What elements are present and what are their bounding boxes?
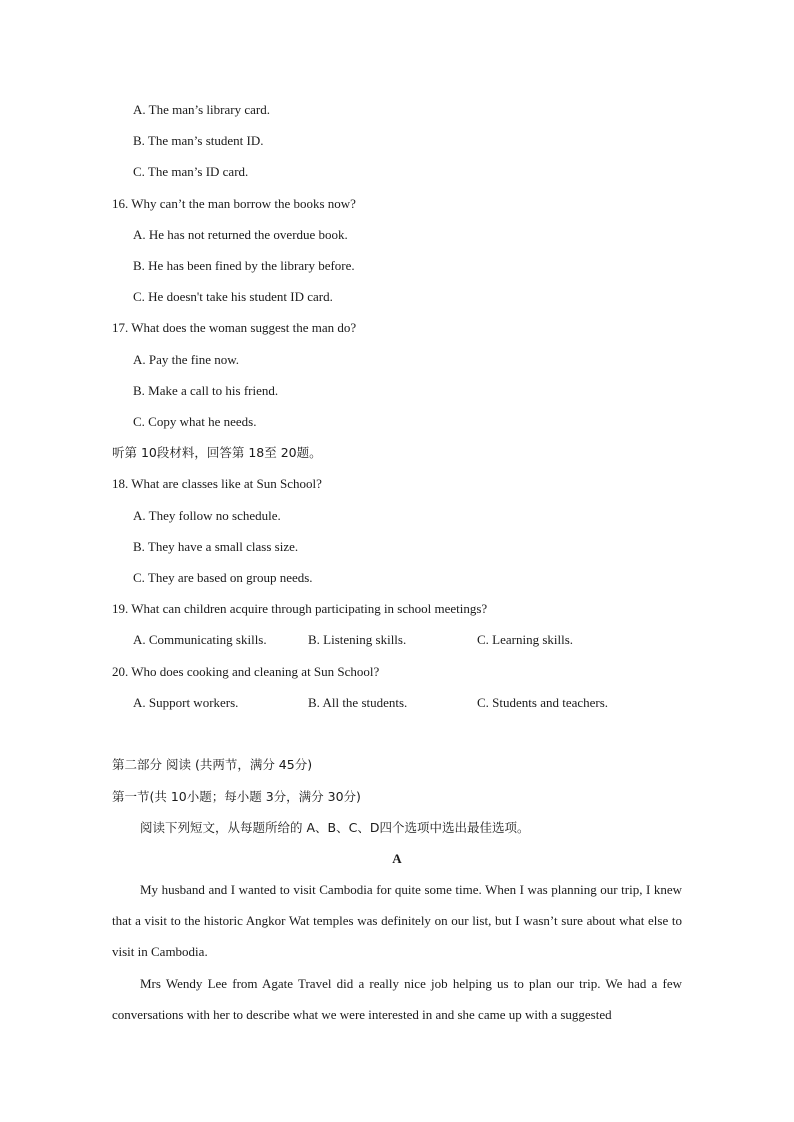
question-19-text: 19. What can children acquire through participating in school meetings?: [112, 601, 488, 616]
passage-label: A: [392, 851, 402, 866]
question-17-text: 17. What does the woman suggest the man do?: [112, 320, 357, 335]
q20-option-b: B. All the students.: [308, 695, 408, 710]
question-18-text: 18. What are classes like at Sun School?: [112, 476, 322, 491]
q18-option-a: A. They follow no schedule.: [133, 508, 281, 523]
q16-option-a: A. He has not returned the overdue book.: [133, 227, 348, 242]
q19-option-a: A. Communicating skills.: [133, 632, 267, 647]
q17-option-c: C. Copy what he needs.: [133, 414, 257, 429]
passage-paragraph-1: [112, 874, 682, 967]
section-one-title: 第一节(共 10小题；每小题 3分，满分 30分): [112, 789, 361, 804]
question-20-text: 20. Who does cooking and cleaning at Sun School?: [112, 664, 380, 679]
q19-option-b: B. Listening skills.: [308, 632, 407, 647]
passage-paragraph-1-text: My husband and I wanted to visit Cambodia for quite some time. When I was planning our trip, I knew that a visit to the historic Angkor Wat temples was definitely on our list, but I wasn’t sure about what else to visit in Cambodia.: [112, 882, 682, 959]
passage-paragraph-2: [112, 968, 682, 1030]
q18-option-c: C. They are based on group needs.: [133, 570, 313, 585]
q20-option-a: A. Support workers.: [133, 695, 239, 710]
part-two-title: 第二部分 阅读 (共两节，满分 45分): [112, 757, 313, 772]
q15-option-a: A. The man’s library card.: [133, 102, 270, 117]
q17-option-a: A. Pay the fine now.: [133, 352, 240, 367]
question-16-text: 16. Why can’t the man borrow the books now?: [112, 196, 356, 211]
section-10-instruction: 听第 10段材料，回答第 18至 20题。: [112, 445, 322, 460]
q18-option-b: B. They have a small class size.: [133, 539, 299, 554]
q19-option-c: C. Learning skills.: [477, 632, 574, 647]
q17-option-b: B. Make a call to his friend.: [133, 383, 279, 398]
q20-option-c: C. Students and teachers.: [477, 695, 609, 710]
q16-option-c: C. He doesn't take his student ID card.: [133, 289, 333, 304]
passage-paragraph-2-text: Mrs Wendy Lee from Agate Travel did a really nice job helping us to plan our trip. We had a few conversations with her to describe what we were interested in and she came up with a suggested: [112, 976, 682, 1022]
reading-instruction: 阅读下列短文，从每题所给的 A、B、C、D四个选项中选出最佳选项。: [140, 820, 530, 835]
q15-option-c: C. The man’s ID card.: [133, 164, 249, 179]
q16-option-b: B. He has been fined by the library before.: [133, 258, 355, 273]
q15-option-b: B. The man’s student ID.: [133, 133, 264, 148]
